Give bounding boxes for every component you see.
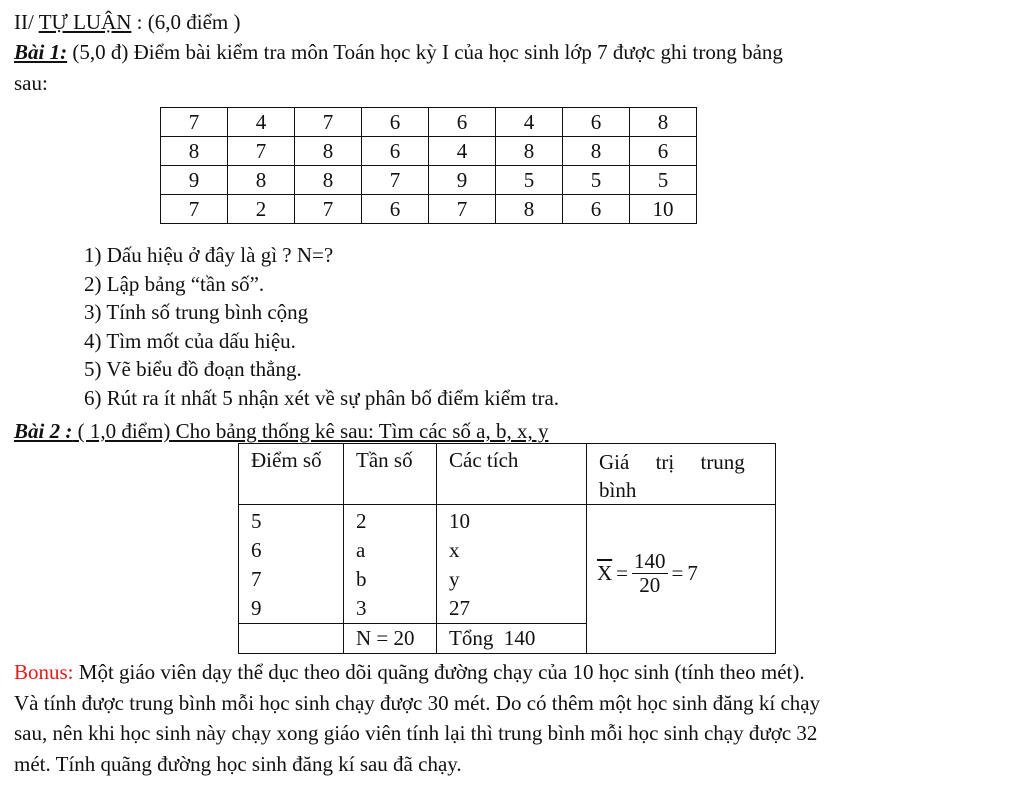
frequency-table bbox=[238, 443, 776, 654]
header-tan-so: Tần số bbox=[344, 444, 437, 505]
bai1-label: Bài 1: bbox=[14, 40, 68, 64]
score-cell: 7 bbox=[295, 195, 362, 224]
header-gia-tri-trung-binh bbox=[587, 444, 776, 505]
section-prefix: II/ bbox=[14, 10, 34, 34]
bai2-intro bbox=[14, 419, 548, 444]
score-cell: 6 bbox=[362, 195, 429, 224]
tich-value: 10 bbox=[449, 509, 470, 533]
score-cell: 10 bbox=[630, 195, 697, 224]
tan-so-column bbox=[344, 505, 437, 624]
score-cell: 2 bbox=[228, 195, 295, 224]
bai1-intro bbox=[14, 40, 783, 65]
mean-equals-1: = bbox=[616, 561, 629, 585]
bonus-line-1 bbox=[14, 657, 820, 688]
diem-value: 9 bbox=[251, 596, 262, 620]
score-row bbox=[161, 137, 697, 166]
score-cell: 4 bbox=[496, 108, 563, 137]
score-cell: 7 bbox=[295, 108, 362, 137]
bai2-intro-text: ( 1,0 điểm) Cho bảng thống kê sau: Tìm các số a, b, x, y bbox=[72, 419, 549, 443]
tan-so-value: b bbox=[356, 567, 367, 591]
score-cell: 6 bbox=[630, 137, 697, 166]
score-cell: 8 bbox=[496, 195, 563, 224]
score-cell: 4 bbox=[429, 137, 496, 166]
mean-formula-cell bbox=[587, 505, 776, 654]
bai1-questions bbox=[84, 241, 559, 413]
score-cell: 8 bbox=[563, 137, 630, 166]
cac-tich-column bbox=[437, 505, 587, 624]
bai2-label: Bài 2 : bbox=[14, 419, 73, 443]
tich-value: y bbox=[449, 567, 460, 591]
bonus-line-1-text: Một giáo viên dạy thể dục theo dõi quãng đường chạy của 10 học sinh (tính theo mét). bbox=[73, 660, 805, 684]
header-diem-so: Điểm số bbox=[239, 444, 344, 505]
bai1-intro-cont: sau: bbox=[14, 71, 48, 95]
diem-value: 5 bbox=[251, 509, 262, 533]
score-cell: 8 bbox=[496, 137, 563, 166]
tan-so-value: a bbox=[356, 538, 366, 562]
score-table bbox=[160, 107, 697, 224]
score-cell: 5 bbox=[496, 166, 563, 195]
score-cell: 7 bbox=[161, 108, 228, 137]
score-cell: 8 bbox=[161, 137, 228, 166]
bonus-line-3: sau, nên khi học sinh này chạy xong giáo viên tính lại thì trung bình mỗi học sinh chạy được 32 bbox=[14, 721, 818, 745]
bonus-line-2: Và tính được trung bình mỗi học sinh chạy được 30 mét. Do có thêm một học sinh đăng kí chạy bbox=[14, 690, 821, 715]
section-title: TỰ LUẬN bbox=[38, 10, 132, 34]
section-heading bbox=[14, 10, 240, 35]
score-cell: 8 bbox=[295, 166, 362, 195]
header-gia-tri-line2: bình bbox=[599, 478, 637, 502]
score-cell: 8 bbox=[295, 137, 362, 166]
score-cell: 6 bbox=[362, 108, 429, 137]
score-row bbox=[161, 166, 697, 195]
question-2: 2) Lập bảng “tần số”. bbox=[84, 271, 265, 296]
question-1: 1) Dấu hiệu ở đây là gì ? N=? bbox=[84, 243, 334, 267]
score-cell: 9 bbox=[161, 166, 228, 195]
diem-so-column bbox=[239, 505, 344, 624]
tan-so-value: 3 bbox=[356, 596, 367, 620]
score-cell: 6 bbox=[563, 195, 630, 224]
score-cell: 8 bbox=[630, 108, 697, 137]
score-cell: 6 bbox=[563, 108, 630, 137]
question-3: 3) Tính số trung bình cộng bbox=[84, 300, 309, 325]
question-4: 4) Tìm mốt của dấu hiệu. bbox=[84, 328, 296, 353]
total-sum: Tổng 140 bbox=[437, 624, 587, 654]
score-cell: 5 bbox=[630, 166, 697, 195]
header-cac-tich: Các tích bbox=[437, 444, 587, 505]
total-n: N = 20 bbox=[344, 624, 437, 654]
mean-result: 7 bbox=[687, 561, 698, 585]
score-cell: 7 bbox=[161, 195, 228, 224]
diem-value: 6 bbox=[251, 538, 262, 562]
score-row bbox=[161, 195, 697, 224]
bai1-intro-text: (5,0 đ) Điểm bài kiểm tra môn Toán học kỳ I của học sinh lớp 7 được ghi trong bảng bbox=[67, 40, 783, 64]
tich-value: 27 bbox=[449, 596, 470, 620]
score-cell: 6 bbox=[429, 108, 496, 137]
score-cell: 8 bbox=[228, 166, 295, 195]
score-cell: 5 bbox=[563, 166, 630, 195]
total-empty-cell bbox=[239, 624, 344, 654]
question-6: 6) Rút ra ít nhất 5 nhận xét về sự phân bố điểm kiểm tra. bbox=[84, 385, 560, 410]
bonus-section bbox=[14, 657, 820, 779]
mean-formula bbox=[597, 550, 698, 597]
score-cell: 7 bbox=[429, 195, 496, 224]
mean-denominator: 20 bbox=[639, 573, 661, 597]
tich-value: x bbox=[449, 538, 460, 562]
score-cell: 6 bbox=[362, 137, 429, 166]
mean-fraction bbox=[632, 550, 668, 597]
diem-value: 7 bbox=[251, 567, 262, 591]
mean-numerator: 140 bbox=[634, 549, 666, 573]
mean-equals-2: = bbox=[671, 561, 684, 585]
section-points: : (6,0 điểm ) bbox=[136, 10, 241, 34]
score-row bbox=[161, 108, 697, 137]
header-gia-tri-line1: Giá trị trung bbox=[599, 450, 745, 474]
bonus-label: Bonus: bbox=[14, 660, 74, 684]
question-5: 5) Vẽ biểu đồ đoạn thẳng. bbox=[84, 357, 302, 382]
score-cell: 9 bbox=[429, 166, 496, 195]
score-cell: 7 bbox=[362, 166, 429, 195]
tan-so-value: 2 bbox=[356, 509, 367, 533]
score-cell: 7 bbox=[228, 137, 295, 166]
score-cell: 4 bbox=[228, 108, 295, 137]
mean-symbol: $\overline{X}$ bbox=[597, 561, 613, 585]
bonus-line-4: mét. Tính quãng đường học sinh đăng kí sau đã chạy. bbox=[14, 751, 462, 776]
